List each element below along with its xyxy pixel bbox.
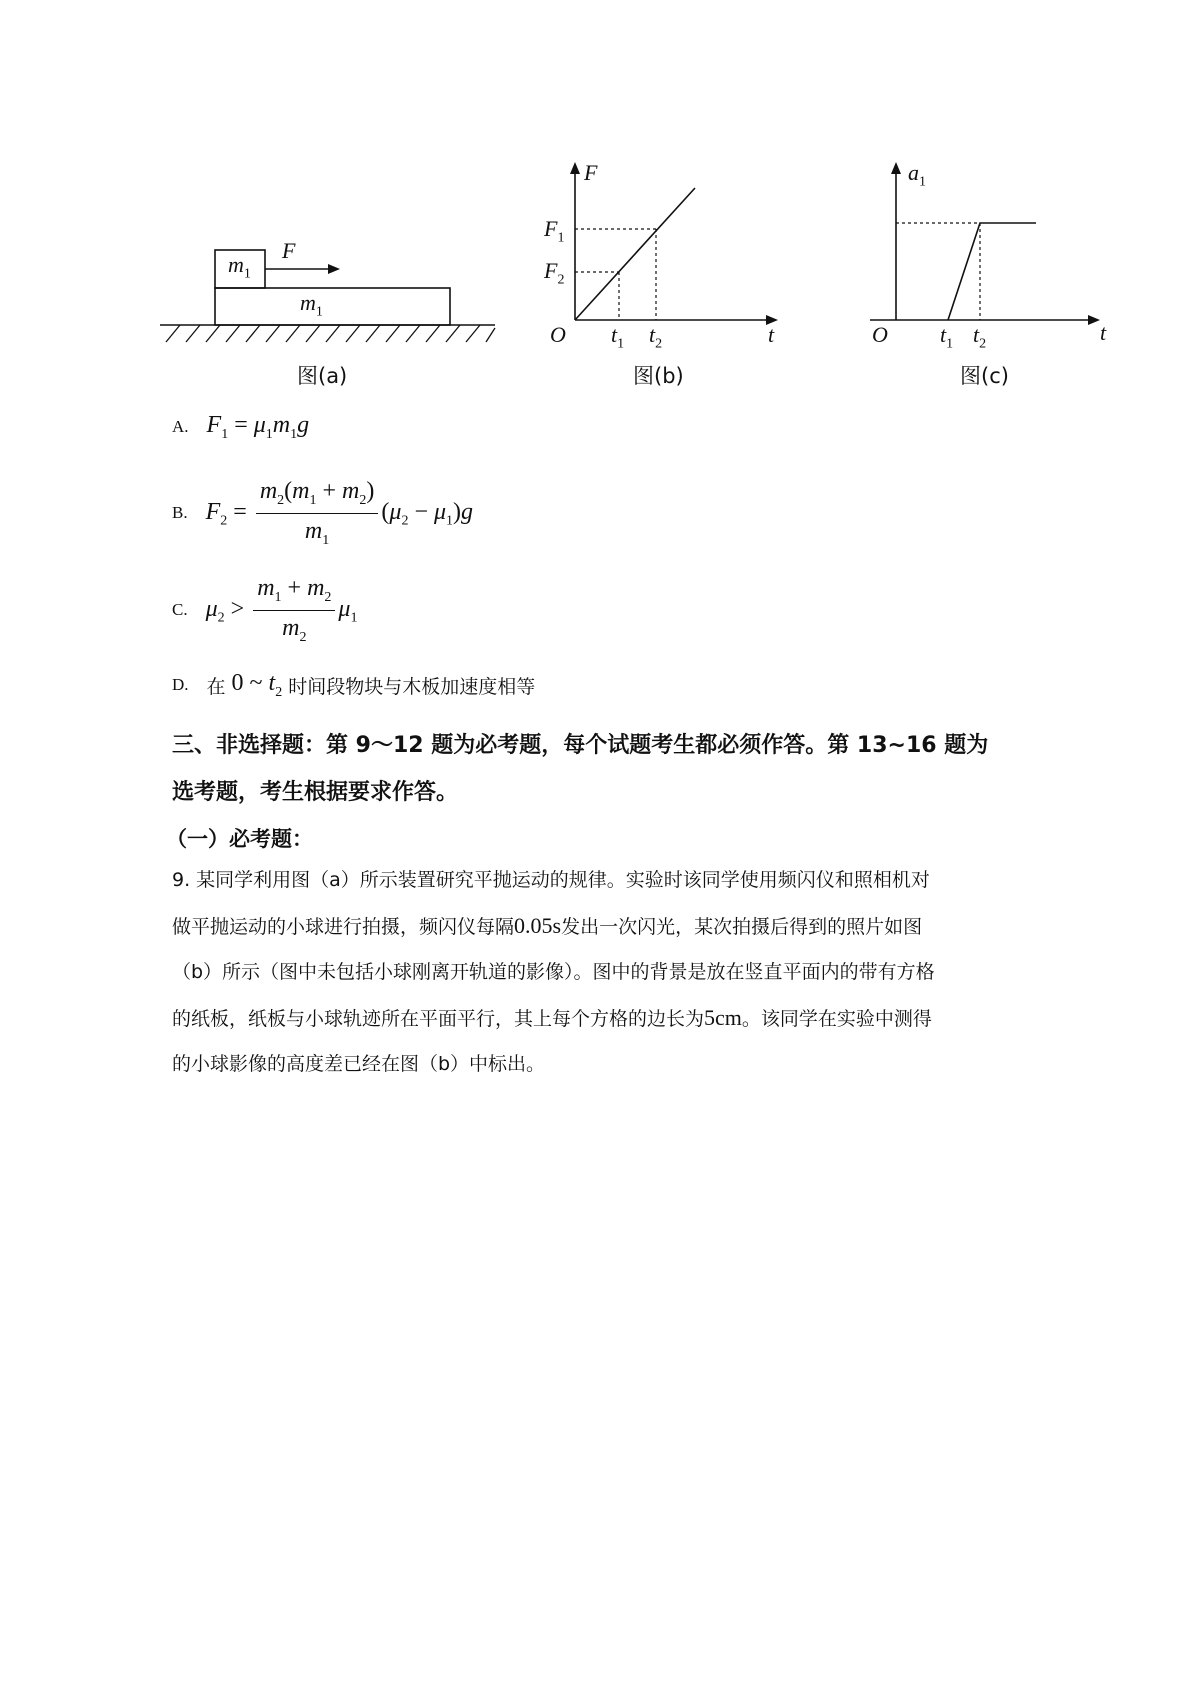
- c-t2-tick: $t_2$: [973, 322, 987, 352]
- ground-hatch: [166, 325, 495, 342]
- q9-line4: 的纸板，纸板与小球轨迹所在平面平行，其上每个方格的边长为5cm。该同学在实验中测得: [172, 1005, 932, 1030]
- c-origin-label: O: [872, 322, 888, 347]
- c-a-line: [948, 223, 1036, 320]
- b-y-arrow: [570, 162, 580, 174]
- q9-line5: 的小球影像的高度差已经在图（b）中标出。: [172, 1053, 546, 1075]
- c-x-axis-label: t: [1100, 320, 1107, 345]
- option-a: [172, 412, 309, 443]
- q9-interval-value: 0.05s: [514, 913, 562, 938]
- q9-grid-size-value: 5cm: [704, 1005, 742, 1030]
- option-c-letter: C.: [172, 600, 188, 620]
- option-b-letter: B.: [172, 503, 188, 523]
- q9-line1: 9. 某同学利用图（a）所示装置研究平抛运动的规律。实验时该同学使用频闪仪和照相机对: [172, 869, 930, 891]
- board: [215, 288, 450, 325]
- option-d-letter: D.: [172, 675, 189, 695]
- b-f2-tick: $F_2$: [544, 258, 565, 288]
- option-d: [172, 670, 535, 701]
- section-subheading: （一）必考题：: [166, 827, 313, 851]
- figure-c-drawing: [868, 160, 1118, 350]
- option-b-formula: $F_2$ = $\frac{m_2(m_1 + m_2)}{m_1}$ $(\mu_2 - \mu_1)g$: [205, 478, 474, 548]
- b-x-axis-label: t: [768, 322, 775, 347]
- option-d-prefix: 在: [206, 675, 226, 698]
- option-a-formula: $F_1 = \mu_1m_1g$: [206, 412, 310, 442]
- section-heading-line1: 三、非选择题：第 9～12 题为必考题，每个试题考生都必须作答。第 13~16 题为: [172, 733, 989, 758]
- figure-b: [540, 160, 780, 350]
- b-t1-tick: $t_1$: [611, 322, 625, 352]
- q9-line2: 做平抛运动的小球进行拍摄，频闪仪每隔0.05s发出一次闪光，某次拍摄后得到的照片如图: [172, 913, 923, 938]
- c-x-arrow: [1088, 315, 1100, 325]
- c-t1-tick: $t_1$: [940, 322, 954, 352]
- b-f-line: [575, 188, 695, 320]
- b-origin-label: O: [550, 322, 566, 347]
- figure-b-caption: 图(b): [633, 364, 684, 388]
- figure-a-drawing: [160, 220, 500, 350]
- b-y-axis-label: F: [584, 160, 598, 185]
- q9-line3: （b）所示（图中未包括小球刚离开轨道的影像）。图中的背景是放在竖直平面内的带有方格: [172, 961, 935, 983]
- option-a-letter: A.: [172, 417, 189, 437]
- option-d-suffix: 时间段物块与木板加速度相等: [288, 675, 536, 698]
- figure-a: [160, 220, 500, 350]
- force-label: F: [282, 238, 296, 263]
- option-d-interval: 0 ~ $t_2$: [231, 670, 283, 700]
- option-c-formula: $\mu_2$ > $\frac{m_1 + m_2}{m_2}$ $\mu_1$: [205, 575, 358, 645]
- figure-c: [868, 160, 1118, 350]
- force-arrow-head: [328, 264, 340, 274]
- c-y-axis-label: $a_1$: [908, 160, 926, 190]
- figure-c-caption: 图(c): [960, 364, 1009, 388]
- option-c: [172, 575, 357, 646]
- option-b: [172, 478, 473, 549]
- figure-a-caption: 图(a): [297, 364, 348, 388]
- b-f1-tick: $F_1$: [544, 216, 565, 246]
- section-heading-line2: 选考题，考生根据要求作答。: [172, 780, 459, 805]
- question-9: [172, 858, 1032, 1087]
- c-y-arrow: [891, 162, 901, 174]
- b-t2-tick: $t_2$: [649, 322, 663, 352]
- block-m1-label: $m_1$: [228, 252, 251, 282]
- board-label: $m_1$: [300, 290, 323, 320]
